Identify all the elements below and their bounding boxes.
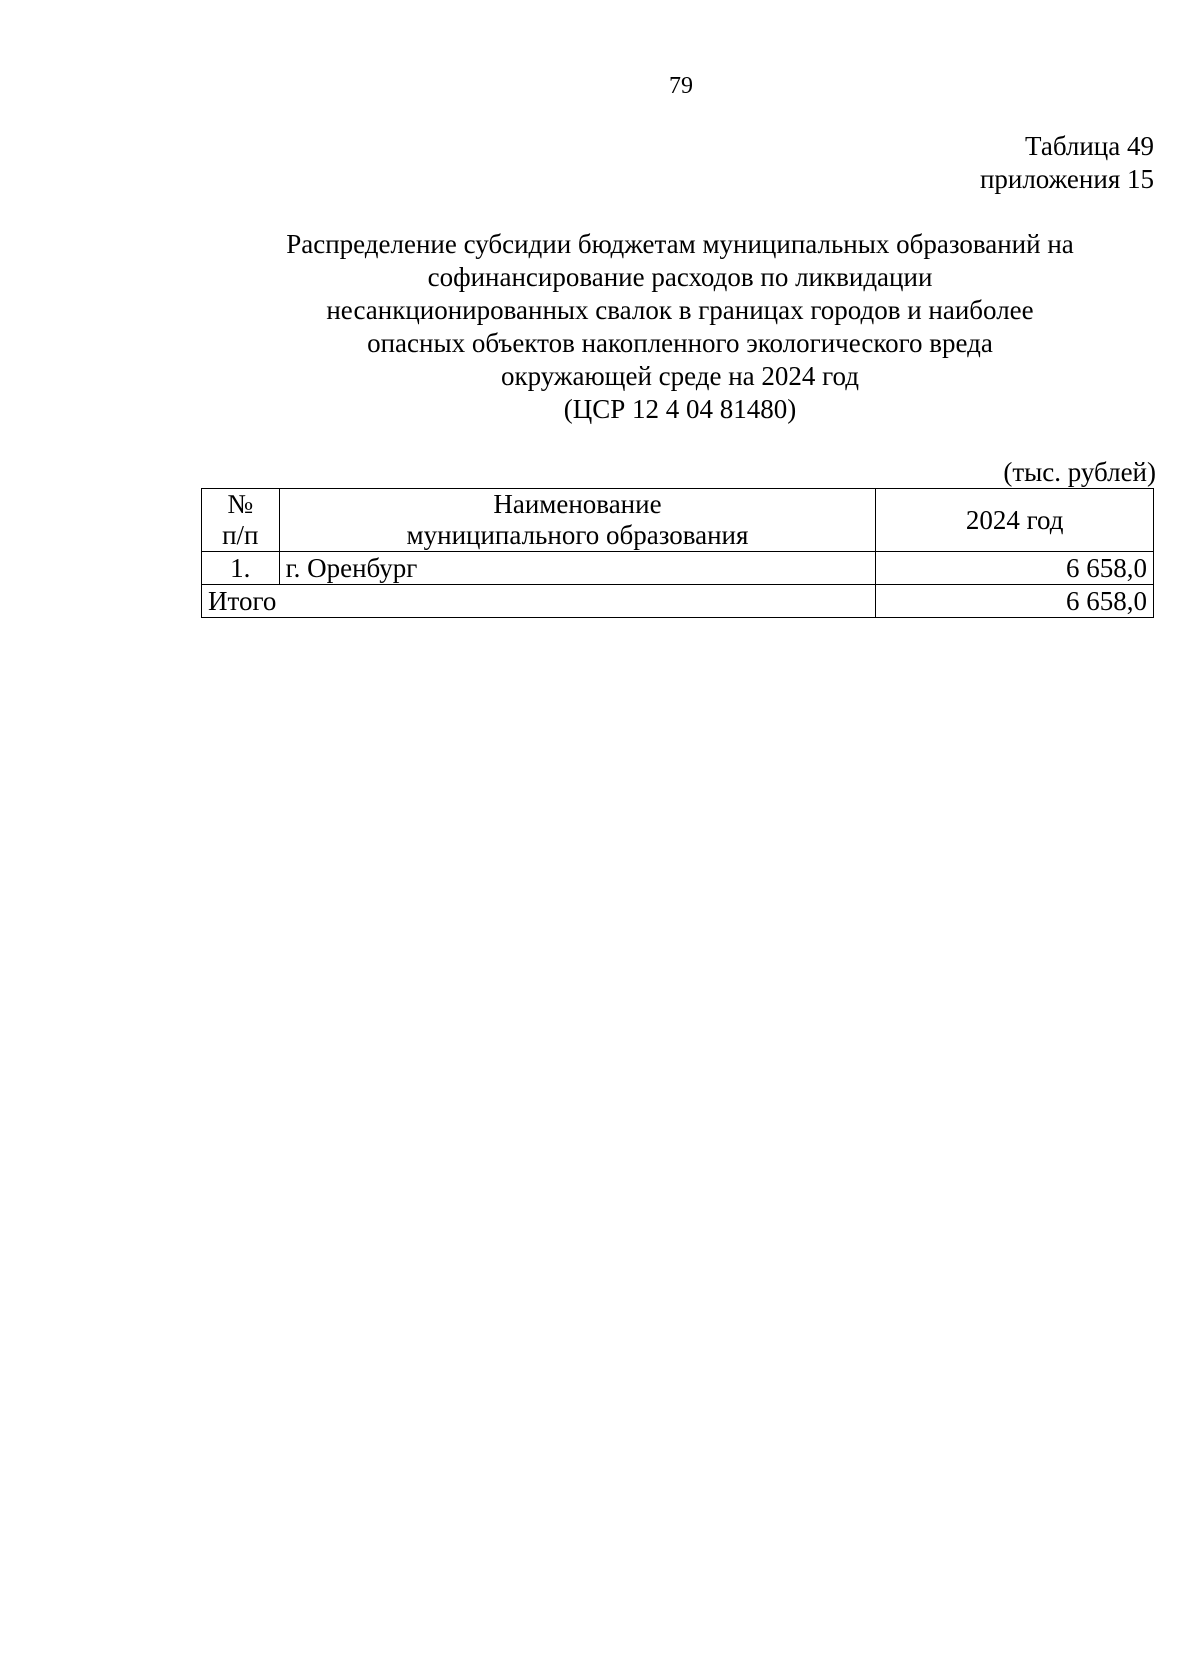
title-line: несанкционированных свалок в границах городов и наиболее bbox=[326, 295, 1034, 325]
table-row bbox=[202, 552, 1154, 585]
table-label: Таблица 49 bbox=[1025, 131, 1154, 161]
title-line: окружающей среде на 2024 год bbox=[500, 361, 860, 391]
header-number-line1: № bbox=[227, 489, 254, 519]
total-label: Итого bbox=[202, 585, 876, 618]
table-reference bbox=[980, 130, 1154, 196]
title-line: опасных объектов накопленного экологического вреда bbox=[367, 328, 993, 358]
document-title bbox=[180, 228, 1180, 426]
header-number bbox=[202, 489, 280, 552]
header-name-line1: Наименование bbox=[493, 489, 662, 519]
units-label: (тыс. рублей) bbox=[1003, 457, 1156, 487]
row-number: 1. bbox=[202, 552, 280, 585]
row-name: г. Оренбург bbox=[279, 552, 876, 585]
page-number: 79 bbox=[669, 73, 693, 99]
total-row bbox=[202, 585, 1154, 618]
header-name-line2: муниципального образования bbox=[406, 520, 749, 550]
header-name bbox=[279, 489, 876, 552]
header-value: 2024 год bbox=[876, 489, 1154, 552]
title-line: софинансирование расходов по ликвидации bbox=[427, 262, 933, 292]
title-line: (ЦСР 12 4 04 81480) bbox=[563, 394, 797, 424]
appendix-label: приложения 15 bbox=[979, 164, 1154, 194]
table-header-row bbox=[202, 489, 1154, 552]
subsidy-table bbox=[201, 488, 1154, 618]
total-value: 6 658,0 bbox=[876, 585, 1154, 618]
header-number-line2: п/п bbox=[222, 520, 259, 550]
title-line: Распределение субсидии бюджетам муниципальных образований на bbox=[286, 229, 1074, 259]
row-value: 6 658,0 bbox=[876, 552, 1154, 585]
